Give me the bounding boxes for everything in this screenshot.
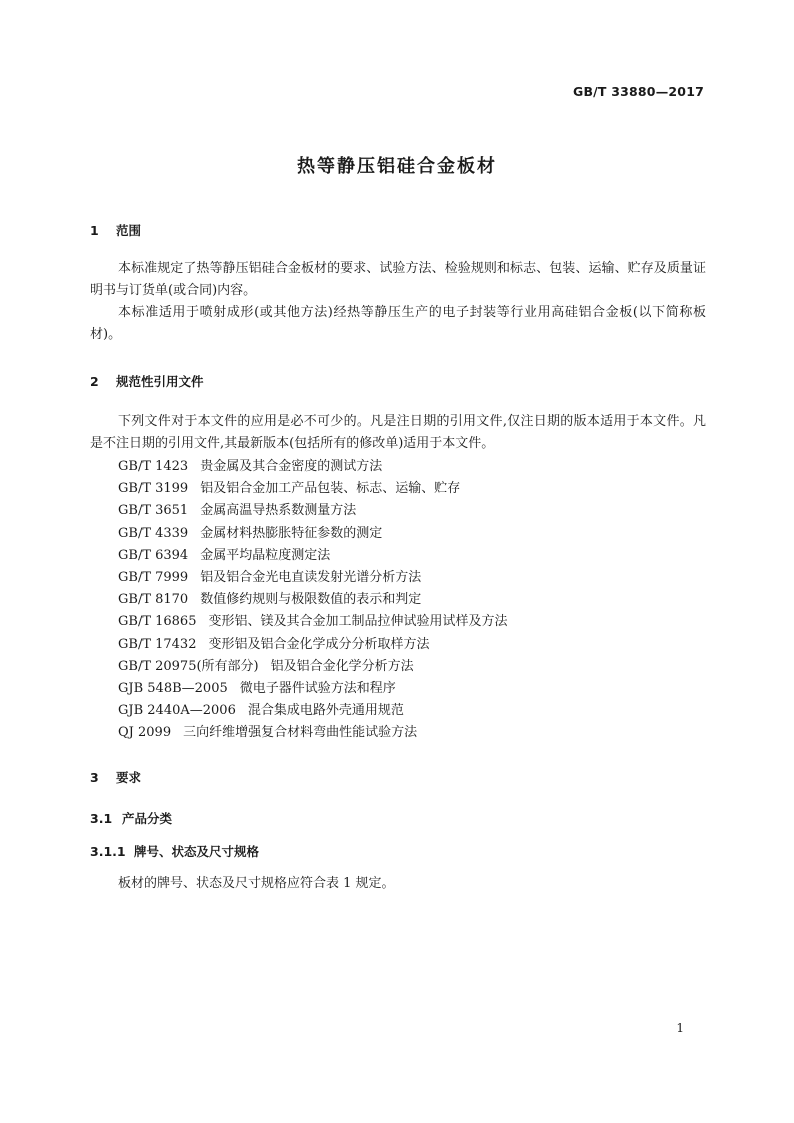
- reference-code: GB/T 20975(所有部分): [118, 658, 259, 674]
- standard-code: GB/T 33880—2017: [572, 84, 704, 99]
- reference-item: [118, 700, 508, 722]
- reference-item: [118, 634, 508, 656]
- section-2-heading: [90, 372, 204, 390]
- reference-item: [118, 478, 508, 500]
- reference-code: GB/T 3651: [118, 503, 189, 519]
- reference-item: [118, 523, 508, 545]
- reference-item: [118, 611, 508, 633]
- section-3-1-1-heading: [90, 842, 259, 860]
- reference-title: 变形铝及铝合金化学成分分析取样方法: [208, 636, 430, 652]
- reference-item: [118, 500, 508, 522]
- reference-title: 铝及铝合金化学分析方法: [270, 658, 414, 674]
- section-title: 牌号、状态及尺寸规格: [134, 844, 260, 859]
- reference-code: GB/T 6394: [118, 547, 189, 563]
- section-number: 3.1: [90, 811, 113, 826]
- reference-code: GB/T 1423: [118, 459, 189, 474]
- reference-item: [118, 545, 508, 567]
- section-1-heading: [90, 221, 141, 239]
- section-number: 3.1.1: [90, 844, 126, 859]
- reference-item: [118, 589, 508, 611]
- classification-paragraph: 板材的牌号、状态及尺寸规格应符合表 1 规定。: [118, 876, 395, 891]
- section-title: 规范性引用文件: [116, 374, 204, 389]
- reference-title: 金属材料热膨胀特征参数的测定: [200, 525, 383, 541]
- reference-title: 金属高温导热系数测量方法: [200, 503, 357, 519]
- section-3-1-heading: [90, 809, 172, 827]
- reference-title: 铝及铝合金加工产品包装、标志、运输、贮存: [200, 481, 461, 497]
- section-title: 产品分类: [122, 811, 173, 826]
- reference-item: [118, 456, 508, 478]
- reference-title: 铝及铝合金光电直读发射光谱分析方法: [200, 570, 422, 586]
- reference-code: GB/T 16865: [118, 614, 197, 630]
- reference-code: GJB 2440A—2006: [118, 703, 236, 719]
- scope-paragraph-2: 本标准适用于喷射成形(或其他方法)经热等静压生产的电子封装等行业用高硅铝合金板(以下简称板材)。: [90, 305, 706, 342]
- reference-code: GB/T 3199: [118, 481, 189, 497]
- reference-title: 微电子器件试验方法和程序: [239, 681, 396, 697]
- reference-title: 三向纤维增强复合材料弯曲性能试验方法: [183, 725, 418, 741]
- document-title: 热等静压铝硅合金板材: [297, 156, 497, 177]
- section-number: 3: [90, 770, 99, 785]
- reference-code: GB/T 8170: [118, 592, 189, 608]
- reference-title: 变形铝、镁及其合金加工制品拉伸试验用试样及方法: [208, 614, 508, 630]
- scope-paragraph-1: 本标准规定了热等静压铝硅合金板材的要求、试验方法、检验规则和标志、包装、运输、贮存及质量证明书与订货单(或合同)内容。: [90, 261, 706, 298]
- reference-title: 数值修约规则与极限数值的表示和判定: [200, 592, 422, 608]
- normative-references-list: [118, 456, 508, 745]
- section-number: 2: [90, 374, 99, 389]
- reference-item: [118, 722, 508, 744]
- reference-item: [118, 567, 508, 589]
- reference-title: 混合集成电路外壳通用规范: [247, 703, 404, 719]
- reference-item: [118, 656, 508, 678]
- reference-item: [118, 678, 508, 700]
- reference-code: GB/T 4339: [118, 525, 189, 541]
- reference-code: QJ 2099: [118, 725, 172, 741]
- references-intro-paragraph: 下列文件对于本文件的应用是必不可少的。凡是注日期的引用文件,仅注日期的版本适用于本文件。凡是不注日期的引用文件,其最新版本(包括所有的修改单)适用于本文件。: [90, 414, 706, 451]
- section-title: 范围: [116, 223, 142, 238]
- page-number: 1: [676, 1021, 684, 1035]
- reference-title: 金属平均晶粒度测定法: [200, 547, 331, 563]
- section-3-heading: [90, 768, 141, 786]
- reference-code: GJB 548B—2005: [118, 681, 228, 697]
- reference-code: GB/T 17432: [118, 636, 197, 652]
- reference-code: GB/T 7999: [118, 570, 189, 586]
- section-title: 要求: [116, 770, 142, 785]
- section-number: 1: [90, 223, 99, 238]
- reference-title: 贵金属及其合金密度的测试方法: [200, 459, 383, 474]
